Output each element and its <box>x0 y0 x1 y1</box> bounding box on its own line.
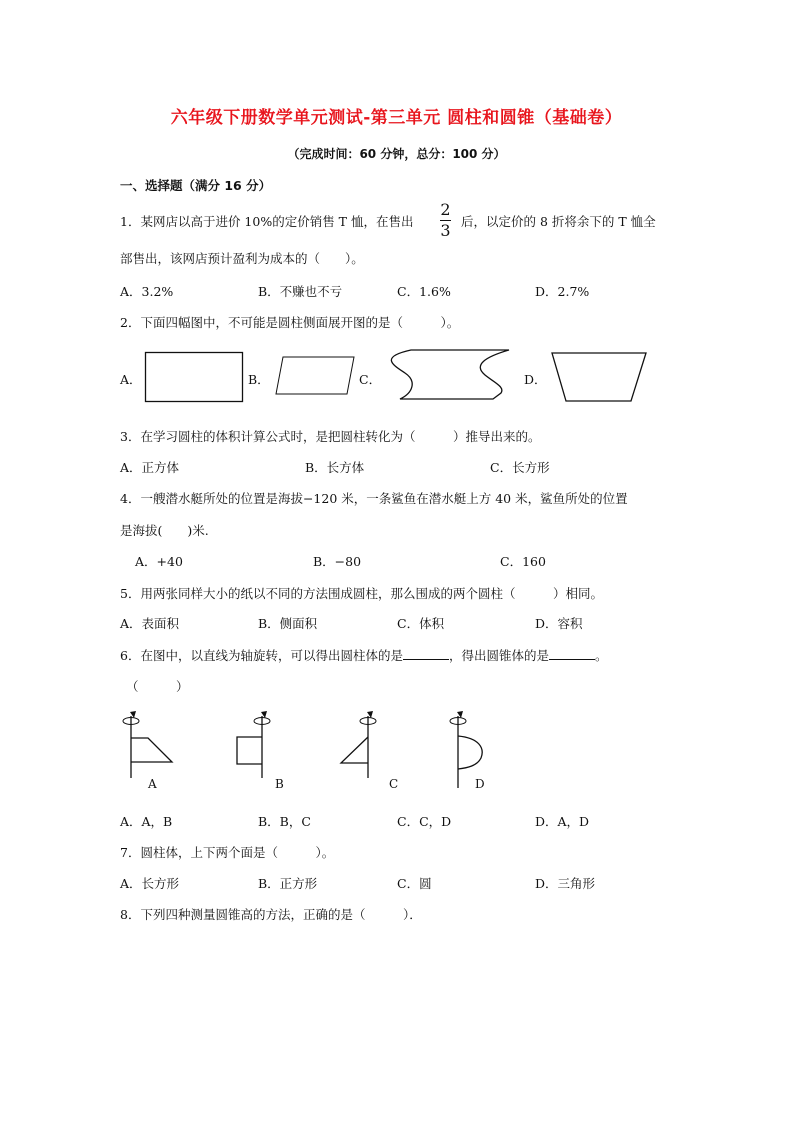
question-8-text: 8．下列四种测量圆锥高的方法，正确的是（ ）． <box>120 907 422 922</box>
q1-option-d[interactable]: D．2.7% <box>535 284 590 299</box>
question-6-answer-paren: （ ） <box>126 679 189 694</box>
page-title: 六年级下册数学单元测试-第三单元 圆柱和圆锥（基础卷） <box>170 108 623 128</box>
rectangle-figure <box>145 352 245 402</box>
q7-option-d[interactable]: D．三角形 <box>535 876 596 891</box>
q6-option-d[interactable]: D．A，D <box>535 814 590 829</box>
q7-option-c[interactable]: C．圆 <box>397 876 432 891</box>
q4-option-c[interactable]: C．160 <box>500 554 546 569</box>
q2-label-a[interactable]: A． <box>120 372 142 387</box>
question-6-text <box>120 646 608 664</box>
q7-option-b[interactable]: B．正方形 <box>258 876 318 891</box>
q3-option-a[interactable]: A．正方体 <box>120 460 180 475</box>
answer-blank-cylinder[interactable] <box>403 647 449 660</box>
trapezoid-figure <box>551 352 647 404</box>
q5-option-d[interactable]: D．容积 <box>535 616 583 631</box>
fraction-two-thirds <box>440 201 451 240</box>
wavy-shape-figure <box>385 349 515 401</box>
q1-option-c[interactable]: C．1.6% <box>397 284 451 299</box>
exam-info: （完成时间：60 分钟，总分：100 分） <box>287 147 506 161</box>
fraction-numerator: 2 <box>440 200 451 219</box>
rotation-figure-b <box>225 710 285 780</box>
q4-option-b[interactable]: B．−80 <box>313 554 362 569</box>
q6-option-b[interactable]: B．B，C <box>258 814 311 829</box>
rotation-figure-d <box>445 710 495 790</box>
question-6-text-b: ，得出圆锥体的是 <box>448 648 549 663</box>
q7-option-a[interactable]: A．长方形 <box>120 876 180 891</box>
question-1-text-a: 1．某网店以高于进价 10%的定价销售 T 恤，在售出 <box>120 214 414 229</box>
parallelogram-figure <box>275 356 355 396</box>
rotation-figure-c <box>335 710 385 780</box>
fraction-denominator: 3 <box>440 221 451 240</box>
q3-option-b[interactable]: B．长方体 <box>305 460 365 475</box>
question-6-text-c: 。 <box>594 648 608 663</box>
question-2-text: 2．下面四幅图中，不可能是圆柱侧面展开图的是（ ）。 <box>120 315 460 330</box>
question-1-text-b: 后，以定价的 8 折将余下的 T 恤全 <box>461 214 656 229</box>
answer-blank-cone[interactable] <box>549 647 595 660</box>
figure-label-d: D <box>475 777 485 791</box>
q1-option-b[interactable]: B．不赚也不亏 <box>258 284 343 299</box>
rotation-figure-a <box>118 710 188 780</box>
question-1-text-c: 部售出，该网店预计盈利为成本的（ ）。 <box>120 251 364 266</box>
q6-option-a[interactable]: A．A，B <box>120 814 173 829</box>
figure-label-a: A <box>148 777 157 791</box>
question-6-text-a: 6．在图中，以直线为轴旋转，可以得出圆柱体的是 <box>120 648 403 663</box>
q1-option-a[interactable]: A．3.2% <box>120 284 174 299</box>
question-5-text: 5．用两张同样大小的纸以不同的方法围成圆柱，那么围成的两个圆柱（ ）相同。 <box>120 586 603 601</box>
q2-label-b[interactable]: B． <box>248 372 270 387</box>
question-4-text-a: 4．一艘潜水艇所处的位置是海拔−120 米，一条鲨鱼在潜水艇上方 40 米，鲨鱼所处的位置 <box>120 491 628 506</box>
q2-label-d[interactable]: D． <box>524 372 547 387</box>
question-7-text: 7．圆柱体，上下两个面是（ ）。 <box>120 845 335 860</box>
q5-option-c[interactable]: C．体积 <box>397 616 445 631</box>
figure-label-c: C <box>389 777 399 791</box>
q5-option-b[interactable]: B．侧面积 <box>258 616 318 631</box>
figure-label-b: B <box>275 777 284 791</box>
q4-option-a[interactable]: A．+40 <box>135 554 183 569</box>
section-heading: 一、选择题（满分 16 分） <box>120 178 272 193</box>
question-4-text-b: 是海拔( )米. <box>120 523 209 538</box>
q6-option-c[interactable]: C．C，D <box>397 814 452 829</box>
question-3-text: 3．在学习圆柱的体积计算公式时，是把圆柱转化为（ ）推导出来的。 <box>120 429 541 444</box>
q3-option-c[interactable]: C．长方形 <box>490 460 550 475</box>
q2-label-c[interactable]: C． <box>359 372 382 387</box>
q5-option-a[interactable]: A．表面积 <box>120 616 180 631</box>
